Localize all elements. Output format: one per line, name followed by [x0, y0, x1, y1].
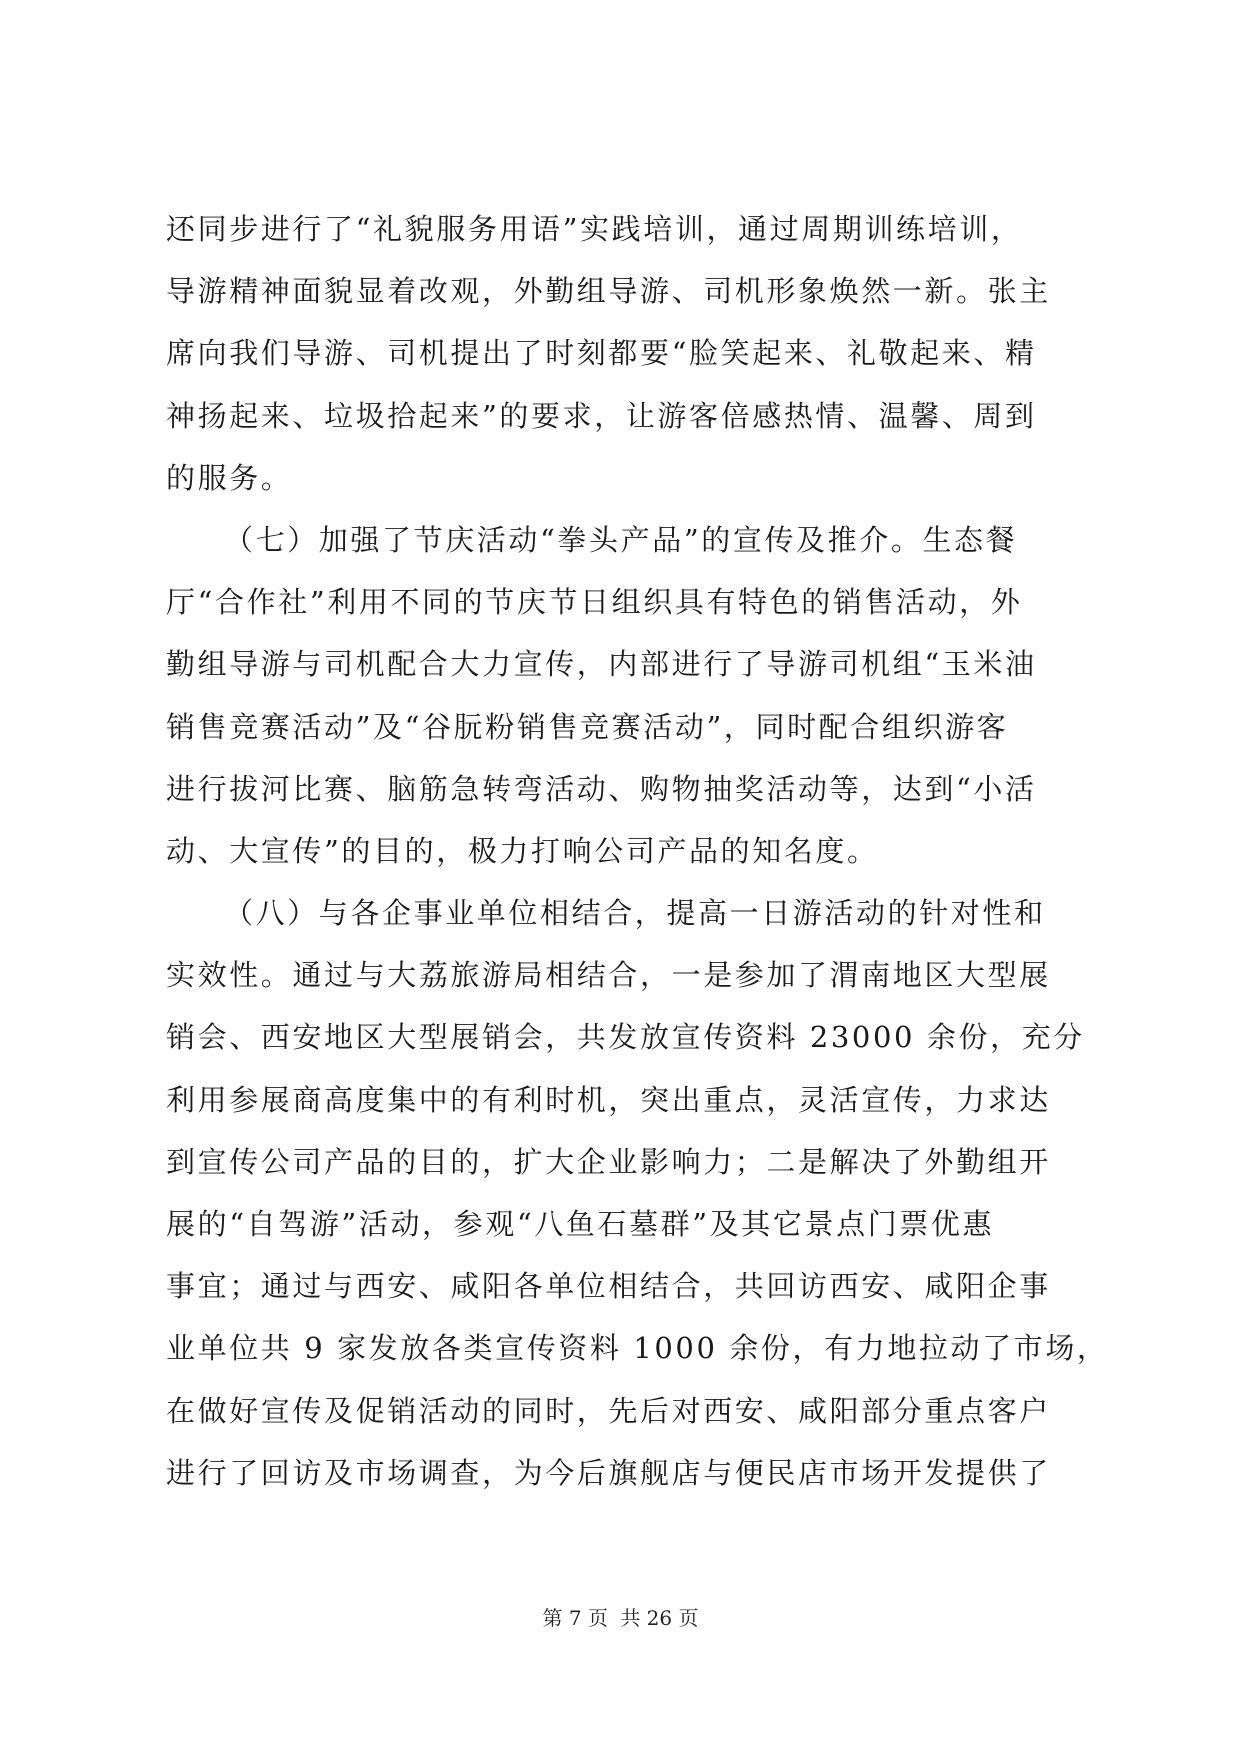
text-line: 业单位共 9 家发放各类宣传资料 1000 余份，有力地拉动了市场，: [166, 1331, 1109, 1366]
text-line: 利用参展商高度集中的有利时机，突出重点，灵活宣传，力求达: [166, 1082, 1051, 1117]
text-line: 进行拔河比赛、脑筋急转弯活动、购物抽奖活动等，达到“小活: [166, 771, 1037, 806]
text-line: 事宜；通过与西安、咸阳各单位相结合，共回访西安、咸阳企事: [166, 1269, 1051, 1304]
text-line: 的服务。: [166, 460, 293, 495]
text-line: 还同步进行了“礼貌服务用语”实践培训，通过周期训练培训，: [166, 212, 1023, 246]
text-line: （七）加强了节庆活动“拳头产品”的宣传及推介。生态餐: [224, 522, 1018, 557]
text-line: 销会、西安地区大型展销会，共发放宣传资料 23000 余份，充分: [166, 1020, 1085, 1055]
text-line: （八）与各企事业单位相结合，提高一日游活动的针对性和: [224, 896, 1046, 931]
text-line: 席向我们导游、司机提出了时刻都要“脸笑起来、礼敬起来、精: [166, 336, 1037, 371]
text-line: 厅“合作社”利用不同的节庆节日组织具有特色的销售活动，外: [166, 585, 1023, 620]
text-line: 勤组导游与司机配合大力宣传，内部进行了导游司机组“玉米油: [166, 647, 1037, 682]
text-line: 展的“自驾游”活动，参观“八鱼石墓群”及其它景点门票优惠: [166, 1207, 995, 1241]
text-line: 到宣传公司产品的目的，扩大企业影响力；二是解决了外勤组开: [166, 1144, 1051, 1179]
text-line: 实效性。通过与大荔旅游局相结合，一是参加了渭南地区大型展: [166, 958, 1051, 993]
text-line: 神扬起来、垃圾拾起来”的要求，让游客倍感热情、温馨、周到: [166, 398, 1037, 433]
text-line: 销售竞赛活动”及“谷朊粉销售竞赛活动”，同时配合组织游客: [166, 709, 1009, 744]
body-text: [166, 198, 1109, 1504]
page-footer: [0, 1602, 1241, 1631]
text-line: 在做好宣传及促销活动的同时，先后对西安、咸阳部分重点客户: [166, 1393, 1051, 1428]
page-total: 共 26 页: [620, 1606, 699, 1630]
text-line: 导游精神面貌显着改观，外勤组导游、司机形象焕然一新。张主: [166, 274, 1051, 309]
text-line: 动、大宣传”的目的，极力打响公司产品的知名度。: [166, 833, 879, 868]
page-number: 第 7 页: [542, 1606, 608, 1630]
text-line: 进行了回访及市场调查，为今后旗舰店与便民店市场开发提供了: [166, 1455, 1051, 1490]
